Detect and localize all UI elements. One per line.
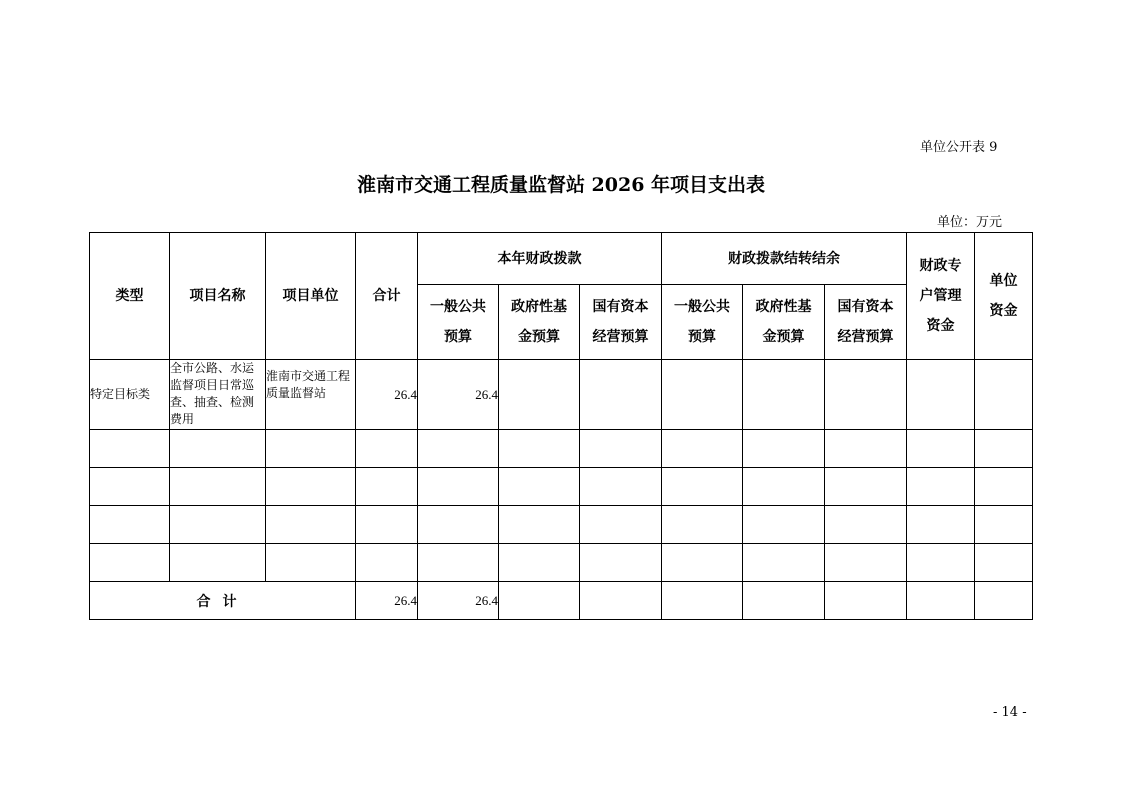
cell-empty [90, 430, 170, 468]
form-number: 单位公开表 9 [920, 140, 998, 155]
header-project-name: 项目名称 [170, 233, 266, 360]
cell-empty [266, 468, 356, 506]
cell-empty [580, 544, 662, 582]
cell-empty [743, 360, 825, 430]
cell-empty [90, 506, 170, 544]
cell-empty [580, 360, 662, 430]
cell-empty [580, 582, 662, 620]
cell-empty [499, 582, 580, 620]
header-unit-funds: 单位资金 [975, 233, 1033, 360]
cell-empty [499, 430, 580, 468]
cell-empty [825, 544, 907, 582]
cell-empty [170, 468, 266, 506]
cell-empty [743, 430, 825, 468]
cell-project-unit: 淮南市交通工程质量监督站 [266, 360, 356, 430]
header-carryover-general-public-budget: 一般公共预算 [662, 285, 743, 360]
cell-empty [580, 430, 662, 468]
total-row [90, 582, 1033, 620]
table-row [90, 544, 1033, 582]
cell-empty [170, 506, 266, 544]
cell-empty [499, 468, 580, 506]
cell-empty [907, 506, 975, 544]
cell-empty [743, 582, 825, 620]
cell-empty [975, 582, 1033, 620]
header-special-account: 财政专户管理资金 [907, 233, 975, 360]
cell-empty [356, 506, 418, 544]
cell-empty [825, 582, 907, 620]
cell-empty [418, 506, 499, 544]
cell-empty [662, 468, 743, 506]
cell-empty [743, 468, 825, 506]
cell-total: 26.4 [356, 360, 418, 430]
cell-type: 特定目标类 [90, 360, 170, 430]
cell-empty [356, 468, 418, 506]
header-current-year-appropriation: 本年财政拨款 [418, 233, 662, 285]
total-general-public-budget: 26.4 [418, 582, 499, 620]
header-state-capital-budget: 国有资本经营预算 [580, 285, 662, 360]
cell-empty [170, 544, 266, 582]
cell-empty [907, 468, 975, 506]
cell-empty [907, 544, 975, 582]
cell-empty [580, 506, 662, 544]
cell-empty [907, 582, 975, 620]
cell-empty [907, 430, 975, 468]
project-expenditure-table [89, 232, 1033, 620]
unit-label: 单位：万元 [937, 215, 1003, 230]
cell-empty [356, 544, 418, 582]
cell-empty [662, 506, 743, 544]
total-label: 合计 [90, 582, 356, 620]
table-row [90, 430, 1033, 468]
cell-empty [266, 506, 356, 544]
cell-empty [743, 544, 825, 582]
cell-empty [90, 468, 170, 506]
cell-empty [266, 430, 356, 468]
table-row [90, 506, 1033, 544]
header-carryover-state-capital-budget: 国有资本经营预算 [825, 285, 907, 360]
header-gov-fund-budget: 政府性基金预算 [499, 285, 580, 360]
cell-empty [418, 430, 499, 468]
cell-empty [662, 360, 743, 430]
header-type: 类型 [90, 233, 170, 360]
cell-general-public-budget: 26.4 [418, 360, 499, 430]
cell-project-name: 全市公路、水运监督项目日常巡查、抽查、检测费用 [170, 360, 266, 430]
cell-empty [266, 544, 356, 582]
header-project-unit: 项目单位 [266, 233, 356, 360]
cell-empty [825, 468, 907, 506]
cell-empty [975, 506, 1033, 544]
cell-empty [662, 582, 743, 620]
header-carryover: 财政拨款结转结余 [662, 233, 907, 285]
page-number: - 14 - [993, 705, 1027, 720]
cell-empty [975, 430, 1033, 468]
cell-empty [825, 506, 907, 544]
cell-empty [170, 430, 266, 468]
cell-empty [499, 360, 580, 430]
cell-empty [975, 544, 1033, 582]
cell-empty [356, 430, 418, 468]
cell-empty [418, 468, 499, 506]
cell-empty [825, 430, 907, 468]
header-carryover-gov-fund-budget: 政府性基金预算 [743, 285, 825, 360]
cell-empty [90, 544, 170, 582]
page-title: 淮南市交通工程质量监督站 2026 年项目支出表 [356, 174, 766, 196]
cell-empty [975, 468, 1033, 506]
cell-empty [975, 360, 1033, 430]
cell-empty [662, 430, 743, 468]
cell-empty [499, 506, 580, 544]
cell-empty [580, 468, 662, 506]
table-row [90, 468, 1033, 506]
cell-empty [418, 544, 499, 582]
header-general-public-budget: 一般公共预算 [418, 285, 499, 360]
table-row [90, 360, 1033, 430]
cell-empty [499, 544, 580, 582]
cell-empty [662, 544, 743, 582]
total-sum: 26.4 [356, 582, 418, 620]
cell-empty [743, 506, 825, 544]
cell-empty [825, 360, 907, 430]
header-total: 合计 [356, 233, 418, 360]
cell-empty [907, 360, 975, 430]
